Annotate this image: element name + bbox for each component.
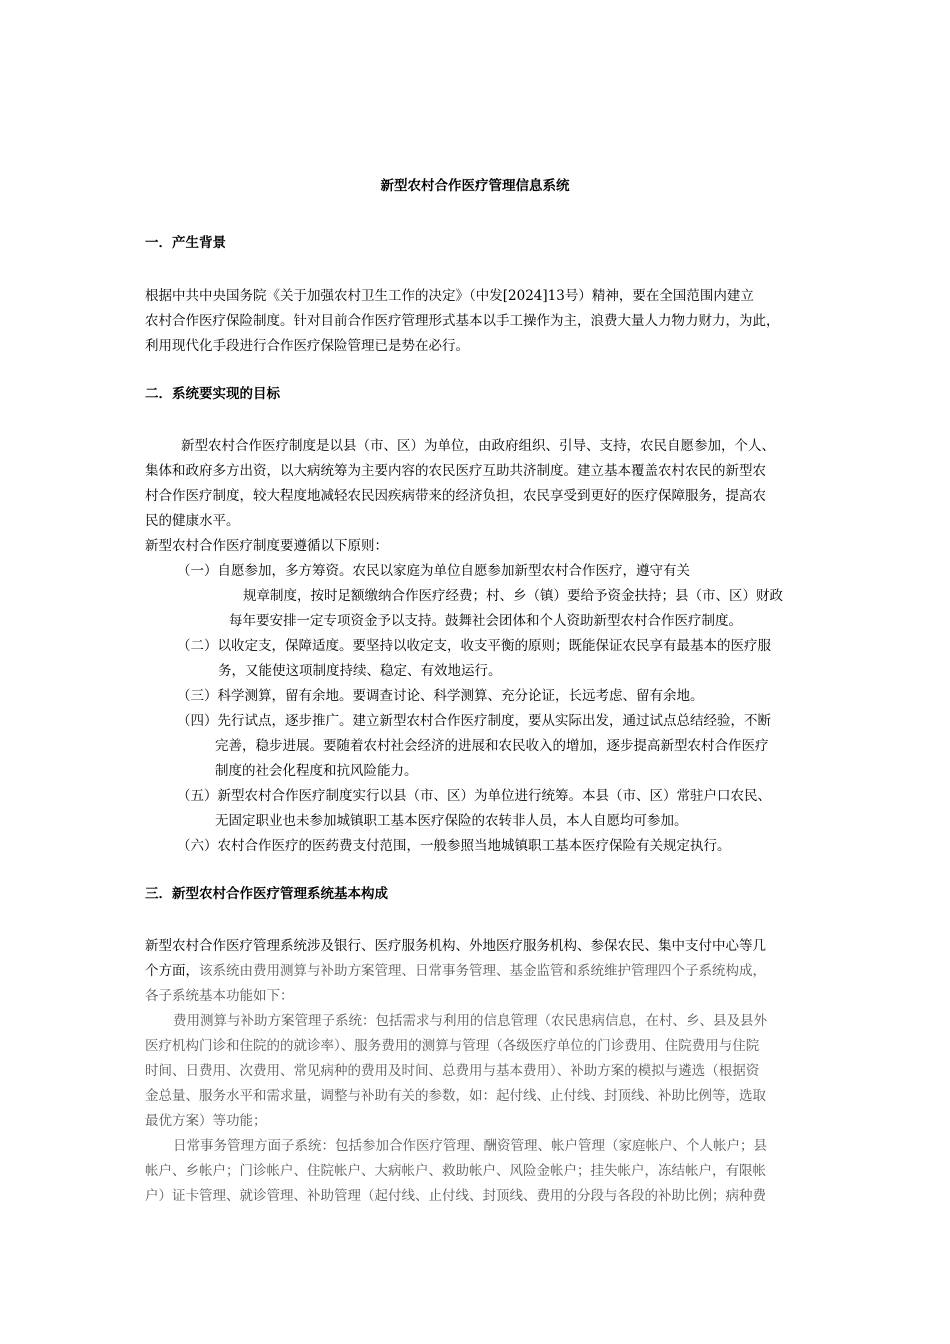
section-heading-goals: 二．系统要实现的目标 xyxy=(145,386,280,402)
principle-item: 规章制度，按时足额缴纳合作医疗经费；村、乡（镇）要给予资金扶持；县（市、区）财政 xyxy=(243,588,783,604)
paragraph-line: 新型农村合作医疗制度是以县（市、区）为单位，由政府组织、引导、支持，农民自愿参加，个人、 xyxy=(181,438,775,454)
paragraph-line: 最优方案）等功能； xyxy=(145,1113,267,1129)
section-heading-background: 一．产生背景 xyxy=(145,235,226,251)
paragraph-line: 利用现代化手段进行合作医疗保险管理已是势在必行。 xyxy=(145,338,469,354)
paragraph-line: 农村合作医疗保险制度。针对目前合作医疗管理形式基本以手工操作为主，浪费大量人力物力财力，为此， xyxy=(145,313,780,329)
paragraph-line: 新型农村合作医疗管理系统涉及银行、医疗服务机构、外地医疗服务机构、参保农民、集中支付中心等几 xyxy=(145,938,766,954)
paragraph-line: 民的健康水平。 xyxy=(145,513,240,529)
principle-item: （二）以收定支，保障适度。要坚持以收定支，收支平衡的原则；既能保证农民享有最基本的医疗服 xyxy=(177,638,771,654)
principle-item: （三）科学测算，留有余地。要调查讨论、科学测算、充分论证，长远考虑、留有余地。 xyxy=(177,688,704,704)
paragraph-line: 日常事务管理方面子系统：包括参加合作医疗管理、酬资管理、帐户管理（家庭帐户、个人帐户；县 xyxy=(173,1138,767,1154)
paragraph-line: 户）证卡管理、就诊管理、补助管理（起付线、止付线、封顶线、费用的分段与各段的补助比例；病种费 xyxy=(145,1188,766,1204)
principle-item: 完善，稳步进展。要随着农村社会经济的进展和农民收入的增加，逐步提高新型农村合作医疗 xyxy=(215,738,769,754)
paragraph-line: 集体和政府多方出资，以大病统筹为主要内容的农民医疗互助共济制度。建立基本覆盖农村农民的新型农 xyxy=(145,463,766,479)
principle-item: 务，又能使这项制度持续、稳定、有效地运行。 xyxy=(218,663,502,679)
paragraph-line: 帐户、乡帐户；门诊帐户、住院帐户、大病帐户、救助帐户、风险金帐户；挂失帐户，冻结帐户，有限帐 xyxy=(145,1163,766,1179)
paragraph-line: 费用测算与补助方案管理子系统：包括需求与利用的信息管理（农民患病信息，在村、乡、县及县外 xyxy=(173,1013,767,1029)
paragraph-line: 金总量、服务水平和需求量，调整与补助有关的参数，如：起付线、止付线、封顶线、补助比例等，选取 xyxy=(145,1088,766,1104)
section-heading-structure: 三．新型农村合作医疗管理系统基本构成 xyxy=(145,886,388,902)
paragraph-line: 村合作医疗制度，较大程度地减轻农民因疾病带来的经济负担，农民享受到更好的医疗保障服务，提高农 xyxy=(145,488,766,504)
paragraph-line: 根据中共中央国务院《关于加强农村卫生工作的决定》（中发[2024]13号）精神，要在全国范围内建立 xyxy=(145,288,754,304)
principle-item: 制度的社会化程度和抗风险能力。 xyxy=(215,763,418,779)
principle-item: 无固定职业也未参加城镇职工基本医疗保险的农转非人员，本人自愿均可参加。 xyxy=(215,813,688,829)
document-title: 新型农村合作医疗管理信息系统 xyxy=(380,178,570,194)
principle-item: （一）自愿参加，多方筹资。农民以家庭为单位自愿参加新型农村合作医疗，遵守有关 xyxy=(177,563,690,579)
paragraph-text-grey: 该系统由费用测算与补助方案管理、日常事务管理、基金监管和系统维护管理四个子系统构成， xyxy=(199,963,766,979)
paragraph-line: 医疗机构门诊和住院的的就诊率）、服务费用的测算与管理（各级医疗单位的门诊费用、住院费用与住院 xyxy=(145,1038,760,1054)
principle-item: （五）新型农村合作医疗制度实行以县（市、区）为单位进行统筹。本县（市、区）常驻户口农民、 xyxy=(177,788,771,804)
principle-item: 每年要安排一定专项资金予以支持。鼓舞社会团体和个人资助新型农村合作医疗制度。 xyxy=(229,613,742,629)
paragraph-line xyxy=(145,962,766,980)
paragraph-text: 个方面， xyxy=(145,963,199,979)
paragraph-line: 各子系统基本功能如下： xyxy=(145,988,294,1004)
paragraph-line: 新型农村合作医疗制度要遵循以下原则： xyxy=(145,538,388,554)
principle-item: （六）农村合作医疗的医药费支付范围，一般参照当地城镇职工基本医疗保险有关规定执行。 xyxy=(177,838,731,854)
principle-item: （四）先行试点，逐步推广。建立新型农村合作医疗制度，要从实际出发，通过试点总结经验，不断 xyxy=(177,713,771,729)
paragraph-line: 时间、日费用、次费用、常见病种的费用及时间、总费用与基本费用）、补助方案的模拟与遴选（根据资 xyxy=(145,1063,760,1079)
